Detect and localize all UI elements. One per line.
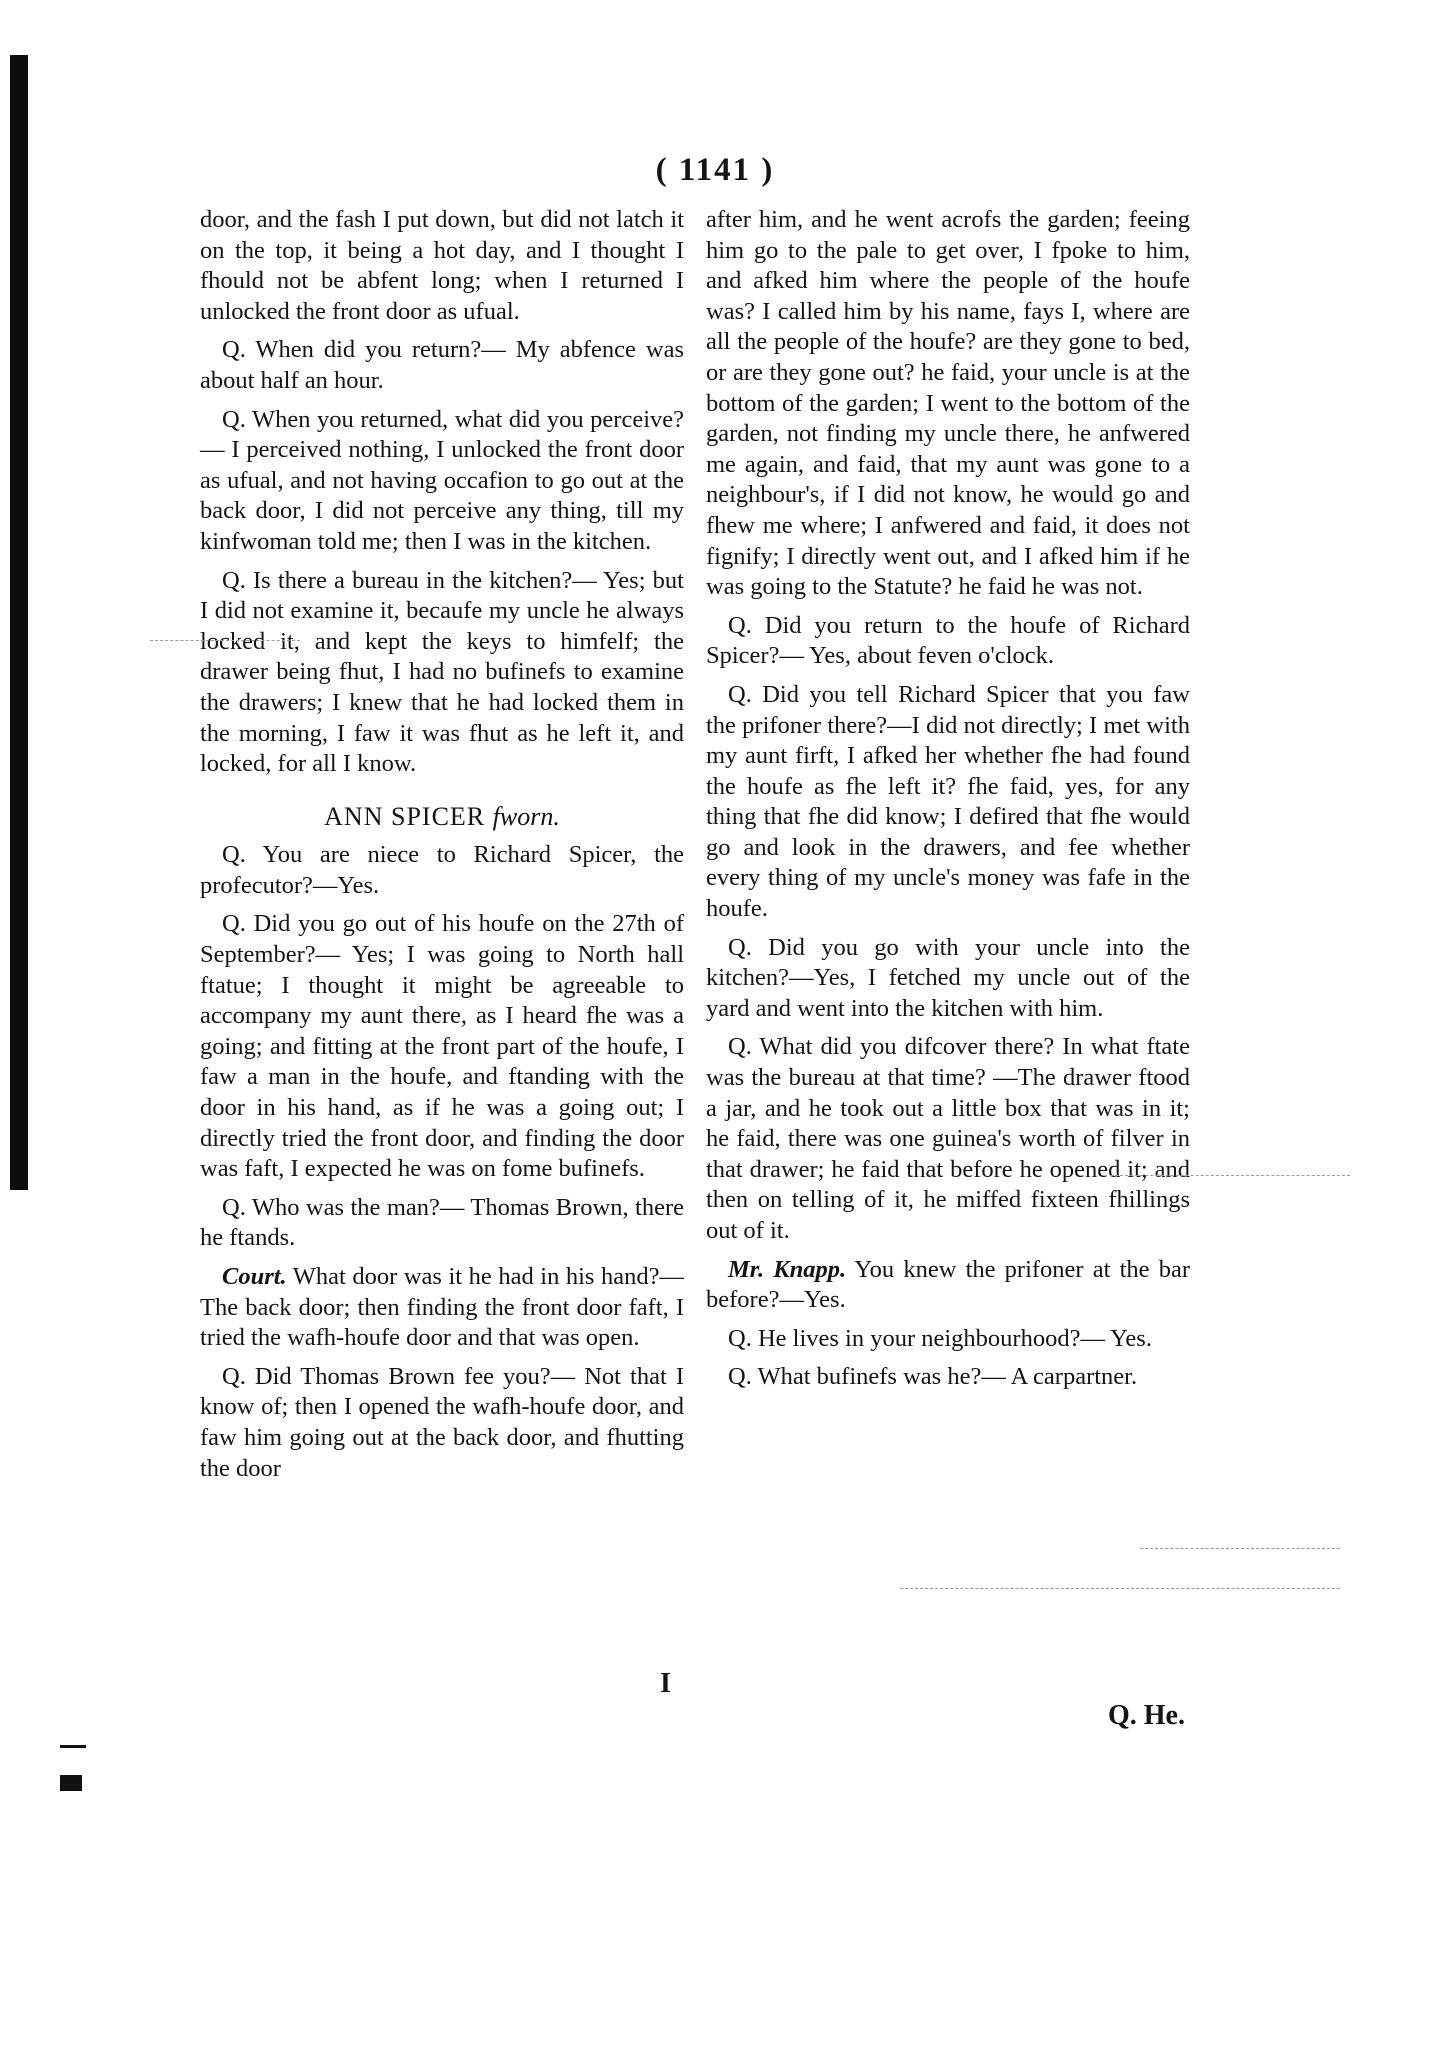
speaker-label: Mr. Knapp.	[728, 1255, 847, 1283]
margin-mark	[60, 1745, 86, 1748]
paragraph: Q. You are niece to Richard Spicer, the profecutor?—Yes.	[200, 841, 684, 899]
witness-heading	[200, 802, 684, 833]
speaker-label: Court.	[222, 1263, 287, 1290]
paragraph: Q. What did you difcover there? In what ftate was the bureau at that time? —The drawer ftood a jar, and he took out a little box that was in it; he faid, there was one guinea's worth of filver in that drawer; he faid that before he opened it; and then on telling of it, he miffed fixteen fhillings out of it.	[706, 1033, 1190, 1244]
witness-name: ANN SPICER	[324, 801, 486, 831]
paragraph-text: What door was it he had in his hand?—The back door; then finding the front door faft, I tried the wafh-houfe door and that was open.	[200, 1263, 684, 1352]
paragraph	[200, 1262, 684, 1354]
paragraph: Q. Did Thomas Brown fee you?— Not that I know of; then I opened the wafh-houfe door, and faw him going out at the back door, and fhutting the door	[200, 1362, 684, 1482]
scan-artifact-rule	[1110, 1175, 1350, 1176]
paragraph: Q. Did you return to the houfe of Richard Spicer?— Yes, about feven o'clock.	[706, 611, 1190, 670]
paragraph: Q. He lives in your neighbourhood?— Yes.	[728, 1324, 1152, 1352]
sworn-label: fworn.	[492, 801, 560, 831]
paragraph	[706, 1255, 1190, 1316]
paragraph: Q. Who was the man?— Thomas Brown, there he ftands.	[200, 1193, 684, 1252]
paragraph: Q. Did you go with your uncle into the kitchen?—Yes, I fetched my uncle out of the yard and went into the kitchen with him.	[706, 933, 1190, 1022]
paragraph: Q. Did you go out of his houfe on the 27th of September?— Yes; I was going to North hall ftatue; I thought it might be agreeable to accompany my aunt there, as I heard fhe was a going; and fitting at the front part of the houfe, I faw a man in the houfe, and ftanding with the door in his hand, as if he was a going out; I directly tried the front door, and finding the door was faft, I expected he was on fome bufinefs.	[200, 910, 684, 1183]
margin-scan-bar	[10, 55, 28, 1190]
scan-artifact-rule	[900, 1588, 1340, 1589]
catchword-right: Q. He.	[1108, 1700, 1185, 1731]
paragraph: after him, and he went acrofs the garden; feeing him go to the pale to get over, I fpoke to him, and afked him where the people of the houfe was? I called him by his name, fays I, where are all the people of the houfe? are they gone to bed, or are they gone out? he faid, your uncle is at the bottom of the garden; I went to the bottom of the garden, not finding my uncle there, he anfwered me again, and faid, that my aunt was gone to a neighbour's, if I did not know, he would go and fhew me where; I anfwered and faid, it does not fignify; I directly went out, and I afked him if he was going to the Statute? he faid he was not.	[706, 206, 1190, 601]
right-column	[706, 205, 1190, 1393]
paragraph: Q. When you returned, what did you perceive?— I perceived nothing, I unlocked the front door as ufual, and not having occafion to go out at the back door, I did not perceive any thing, till my kinfwoman told me; then I was in the kitchen.	[200, 405, 684, 555]
scan-artifact-rule	[150, 640, 300, 641]
paragraph-text: You knew the prifoner at the bar before?—Yes.	[706, 1255, 1191, 1314]
paragraph: door, and the fash I put down, but did not latch it on the top, it being a hot day, and I thought I fhould not be abfent long; when I returned I unlocked the front door as ufual.	[200, 206, 684, 325]
paragraph: Q. When did you return?— My abfence was about half an hour.	[200, 336, 684, 394]
margin-mark	[60, 1775, 82, 1791]
paragraph: Q. Is there a bureau in the kitchen?— Yes; but I did not examine it, becaufe my uncle he always locked it, and kept the keys to himfelf; the drawer being fhut, I had no bufinefs to examine the drawers; I knew that he had locked them in the morning, I faw it was fhut as he left it, and locked, for all I know.	[200, 566, 684, 778]
scan-artifact-rule	[1140, 1548, 1340, 1549]
page-number: ( 1141 )	[655, 152, 775, 188]
left-column	[200, 205, 684, 1484]
catchword-left: I	[660, 1668, 671, 1699]
paragraph: Q. What bufinefs was he?— A carpartner.	[728, 1363, 1138, 1391]
paragraph: Q. Did you tell Richard Spicer that you faw the prifoner there?—I did not directly; I met with my aunt firft, I afked her whether fhe had found the houfe as fhe left it? fhe faid, yes, for any thing that fhe did know; I defired that fhe would go and look in the drawers, and fee whether every thing of my uncle's money was fafe in the houfe.	[706, 680, 1190, 923]
